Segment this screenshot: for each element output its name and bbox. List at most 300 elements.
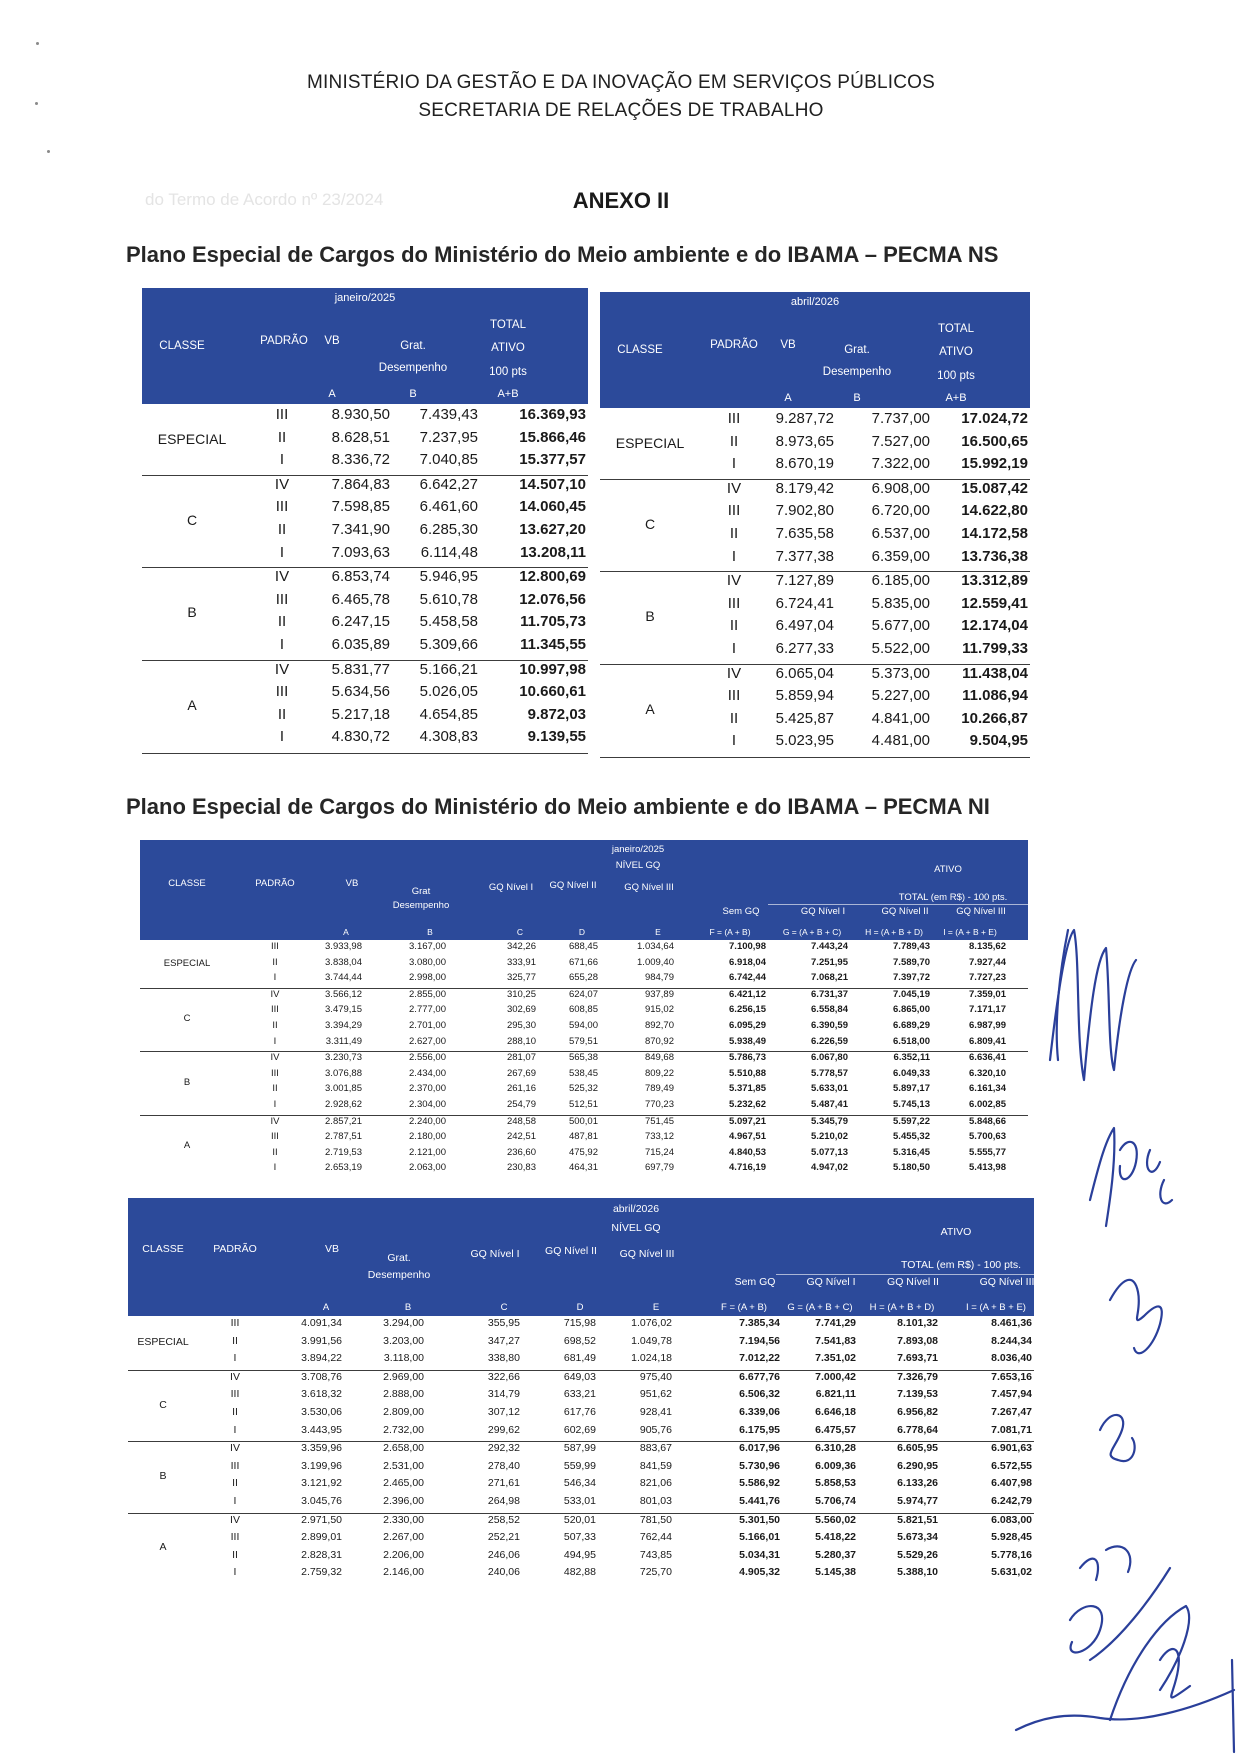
table-row [128, 1566, 1034, 1584]
grat-cell: 7.237,95 [419, 428, 478, 446]
total-gq-nivel-2-cell: 7.045,19 [893, 988, 930, 1000]
header-vb: VB [324, 1242, 339, 1255]
vb-cell: 8.336,72 [331, 451, 390, 469]
grat-cell: 2.206,00 [383, 1548, 424, 1561]
gq-nivel-2-cell: 520,01 [563, 1513, 596, 1526]
gq-nivel-2-cell: 633,21 [563, 1388, 596, 1401]
total-gq-nivel-1-cell: 6.067,80 [811, 1052, 848, 1064]
total-gq-nivel-3-cell: 5.555,77 [969, 1146, 1006, 1158]
total-cell: 12.559,41 [961, 594, 1028, 612]
total-gq-nivel-1-cell: 6.009,36 [815, 1459, 856, 1472]
vb-cell: 9.287,72 [775, 410, 834, 427]
total-cell: 14.622,80 [961, 502, 1028, 520]
total-gq-nivel-3-cell: 6.002,85 [969, 1099, 1006, 1110]
classe-label: B [159, 1470, 167, 1483]
padrao-cell: I [279, 728, 285, 746]
total-gq-nivel-3-cell: 5.848,66 [969, 1115, 1006, 1127]
sem-gq-cell: 5.097,21 [729, 1115, 766, 1127]
sublabel-b: B [409, 388, 417, 400]
gq-nivel-3-cell: 781,50 [639, 1513, 672, 1526]
gq-nivel-2-cell: 507,33 [563, 1531, 596, 1544]
vb-cell: 2.899,01 [301, 1531, 342, 1544]
gq-nivel-3-cell: 870,92 [644, 1035, 674, 1047]
padrao-cell: III [271, 1004, 279, 1016]
sem-gq-cell: 6.677,76 [739, 1370, 780, 1383]
section-title-pecma-ni: Plano Especial de Cargos do Ministério do Meio ambiente e do IBAMA – PECMA NI [126, 794, 990, 819]
table-row [142, 568, 588, 591]
total-gq-nivel-2-cell: 6.049,33 [893, 1067, 930, 1079]
total-gq-nivel-3-cell: 6.242,79 [991, 1495, 1032, 1507]
grat-cell: 2.658,00 [383, 1442, 424, 1455]
header-grat: Grat [411, 886, 431, 897]
total-cell: 11.086,94 [962, 687, 1028, 705]
total-gq-nivel-2-cell: 6.133,26 [897, 1477, 938, 1490]
total-gq-nivel-1-cell: 5.345,79 [811, 1115, 848, 1127]
grat-cell: 3.203,00 [383, 1334, 424, 1347]
table-row [600, 410, 1030, 433]
gq-nivel-3-cell: 937,89 [644, 988, 674, 1000]
sublabel-col-7: H = (A + B + D) [865, 926, 923, 937]
grat-cell: 3.118,00 [383, 1352, 424, 1365]
grat-cell: 7.322,00 [871, 455, 930, 473]
total-gq-nivel-3-cell: 6.572,55 [991, 1459, 1032, 1472]
total-cell: 13.627,20 [519, 521, 586, 538]
total-gq-nivel-1-cell: 6.226,59 [811, 1035, 848, 1047]
table-header [140, 840, 1028, 940]
total-cell: 16.369,93 [519, 406, 586, 423]
table-row [142, 728, 588, 751]
grat-cell: 2.396,00 [383, 1495, 424, 1507]
vb-cell: 3.001,85 [325, 1083, 362, 1095]
total-gq-nivel-3-cell: 6.636,41 [969, 1052, 1006, 1064]
gq-nivel-1-cell: 271,61 [487, 1477, 520, 1490]
padrao-cell: II [277, 705, 287, 723]
header-divider [768, 904, 1028, 905]
padrao-cell: I [279, 543, 285, 561]
sem-gq-cell: 5.938,49 [729, 1035, 766, 1047]
classe-label: B [645, 608, 655, 625]
vb-cell: 5.425,87 [775, 709, 834, 727]
gq-nivel-1-cell: 246,06 [487, 1548, 520, 1561]
sem-gq-cell: 7.385,34 [739, 1317, 780, 1329]
total-gq-nivel-3-cell: 8.461,36 [991, 1317, 1032, 1329]
total-gq-nivel-1-cell: 7.741,29 [815, 1317, 856, 1329]
sem-gq-cell: 6.742,44 [729, 972, 766, 984]
gq-nivel-2-cell: 594,00 [568, 1020, 598, 1031]
classe-label: A [159, 1541, 167, 1554]
total-gq-nivel-2-cell: 5.974,77 [897, 1495, 938, 1507]
gq-nivel-2-cell: 688,45 [568, 941, 598, 952]
vb-cell: 3.933,98 [325, 941, 362, 952]
padrao-cell: II [729, 525, 739, 542]
total-gq-nivel-3-cell: 8.244,34 [991, 1334, 1032, 1347]
total-gq-nivel-1-cell: 5.145,38 [815, 1566, 856, 1579]
sem-gq-cell: 4.967,51 [729, 1131, 766, 1143]
grat-cell: 5.166,21 [419, 660, 478, 678]
scan-speck [47, 150, 50, 153]
table-row [140, 1131, 1028, 1147]
padrao-cell: III [727, 410, 741, 427]
total-gq-nivel-1-cell: 5.210,02 [811, 1131, 848, 1143]
header-sem-gq: Sem GQ [722, 906, 760, 917]
vb-cell: 3.708,76 [301, 1370, 342, 1383]
table-row [142, 544, 588, 567]
sem-gq-cell: 4.840,53 [729, 1146, 766, 1158]
sublabel-col-6: G = (A + B + C) [782, 926, 842, 937]
gq-nivel-3-cell: 841,59 [639, 1459, 672, 1472]
table-row [140, 1036, 1028, 1052]
gq-nivel-1-cell: 299,62 [487, 1423, 520, 1436]
gq-nivel-3-cell: 975,40 [639, 1370, 672, 1383]
table-row [128, 1514, 1034, 1532]
header-gq-nivel-2: GQ Nível II [549, 880, 597, 891]
grat-cell: 6.537,00 [871, 525, 930, 542]
vb-cell: 2.787,51 [325, 1131, 362, 1143]
sublabel-col-1: B [404, 1301, 412, 1313]
total-gq-nivel-2-cell: 7.893,08 [897, 1334, 938, 1347]
sem-gq-cell: 5.786,73 [729, 1052, 766, 1064]
gq-nivel-2-cell: 475,92 [568, 1146, 598, 1158]
grat-cell: 3.080,00 [409, 956, 446, 968]
gq-nivel-3-cell: 951,62 [639, 1388, 672, 1401]
total-gq-nivel-1-cell: 6.558,84 [811, 1004, 848, 1016]
vb-cell: 7.093,63 [331, 543, 390, 561]
total-gq-nivel-2-cell: 5.597,22 [893, 1115, 930, 1127]
grat-cell: 2.627,00 [409, 1035, 446, 1047]
vb-cell: 3.311,49 [325, 1035, 362, 1047]
gq-nivel-1-cell: 342,26 [506, 941, 536, 952]
grat-cell: 2.732,00 [383, 1423, 424, 1436]
total-gq-nivel-1-cell: 7.251,95 [811, 956, 848, 968]
sublabel-col-6: G = (A + B + C) [787, 1301, 853, 1313]
total-gq-nivel-3-cell: 7.927,44 [969, 956, 1006, 968]
table-pecma-ns-2025 [142, 288, 588, 764]
total-gq-nivel-3-cell: 7.727,23 [969, 972, 1006, 984]
vb-cell: 7.864,83 [331, 475, 390, 493]
table-pecma-ns-2026 [600, 292, 1030, 768]
total-gq-nivel-2-cell: 5.388,10 [897, 1566, 938, 1579]
table-row [128, 1549, 1034, 1567]
vb-cell: 3.530,06 [301, 1406, 342, 1418]
header-padrao: PADRÃO [213, 1242, 257, 1255]
total-cell: 10.997,98 [519, 660, 586, 678]
gq-nivel-3-cell: 984,79 [644, 972, 674, 984]
vb-cell: 6.247,15 [331, 613, 390, 631]
gq-nivel-3-cell: 789,49 [644, 1083, 674, 1095]
grat-cell: 7.040,85 [419, 451, 478, 469]
total-cell: 13.208,11 [520, 543, 586, 561]
gq-nivel-3-cell: 915,02 [644, 1004, 674, 1016]
grat-cell: 4.654,85 [419, 705, 478, 723]
gq-nivel-1-cell: 240,06 [487, 1566, 520, 1579]
grat-cell: 6.285,30 [419, 521, 478, 538]
total-gq-nivel-1-cell: 6.731,37 [811, 988, 848, 1000]
gq-nivel-1-cell: 236,60 [506, 1146, 536, 1158]
table-pecma-ni-2026 [128, 1198, 1034, 1602]
vb-cell: 7.598,85 [331, 498, 390, 516]
vb-cell: 2.828,31 [301, 1548, 342, 1561]
padrao-cell: II [232, 1406, 238, 1418]
total-gq-nivel-3-cell: 5.631,02 [991, 1566, 1032, 1579]
padrao-cell: II [729, 432, 739, 450]
vb-cell: 3.566,12 [325, 988, 362, 1000]
total-gq-nivel-1-cell: 4.947,02 [811, 1162, 848, 1174]
total-gq-nivel-3-cell: 7.359,01 [969, 988, 1006, 1000]
total-gq-nivel-2-cell: 7.693,71 [897, 1352, 938, 1365]
padrao-cell: IV [726, 664, 742, 682]
table-row [142, 661, 588, 684]
padrao-cell: IV [230, 1370, 240, 1383]
padrao-cell: IV [230, 1513, 240, 1526]
total-gq-nivel-2-cell: 6.956,82 [897, 1406, 938, 1418]
total-cell: 9.504,95 [969, 732, 1028, 750]
total-gq-nivel-1-cell: 7.541,83 [815, 1334, 856, 1347]
vb-cell: 3.991,56 [301, 1334, 342, 1347]
total-cell: 11.705,73 [520, 613, 586, 631]
grat-cell: 6.114,48 [420, 543, 478, 561]
total-cell: 13.736,38 [961, 547, 1028, 565]
total-gq-nivel-1-cell: 5.633,01 [811, 1083, 848, 1095]
gq-nivel-1-cell: 338,80 [487, 1352, 520, 1365]
section-title-pecma-ns: Plano Especial de Cargos do Ministério do Meio ambiente e do IBAMA – PECMA NS [126, 242, 999, 267]
table-row [128, 1388, 1034, 1406]
table-row [600, 640, 1030, 663]
sem-gq-cell: 7.012,22 [739, 1352, 780, 1365]
grat-cell: 6.720,00 [871, 502, 930, 520]
vb-cell: 6.277,33 [775, 640, 834, 657]
total-cell: 11.799,33 [962, 640, 1028, 657]
padrao-cell: I [731, 640, 737, 657]
padrao-cell: III [230, 1531, 240, 1544]
period-label: abril/2026 [790, 296, 840, 308]
padrao-cell: IV [274, 660, 290, 678]
table-row [600, 455, 1030, 478]
vb-cell: 3.359,96 [301, 1442, 342, 1455]
gq-nivel-3-cell: 725,70 [639, 1566, 672, 1579]
header-padrao: PADRÃO [710, 339, 758, 352]
total-gq-nivel-3-cell: 5.413,98 [969, 1162, 1006, 1174]
gq-nivel-3-cell: 1.034,64 [637, 941, 674, 952]
gq-nivel-2-cell: 681,49 [563, 1352, 596, 1365]
period-label: janeiro/2025 [611, 844, 665, 855]
ministry-name: MINISTÉRIO DA GESTÃO E DA INOVAÇÃO EM SERVIÇOS PÚBLICOS [307, 72, 935, 93]
total-gq-nivel-1-cell: 7.068,21 [811, 972, 848, 984]
vb-cell: 5.217,18 [331, 705, 390, 723]
period-label: abril/2026 [612, 1202, 660, 1215]
total-gq-nivel-1-cell: 5.280,37 [815, 1548, 856, 1561]
table-row [140, 972, 1028, 988]
gq-nivel-1-cell: 288,10 [506, 1035, 536, 1047]
annex-title: ANEXO II [572, 188, 670, 213]
table-row [600, 572, 1030, 595]
total-gq-nivel-2-cell: 5.316,45 [893, 1146, 930, 1158]
gq-nivel-2-cell: 533,01 [563, 1495, 596, 1507]
total-gq-nivel-3-cell: 7.081,71 [991, 1423, 1032, 1436]
table-row [140, 989, 1028, 1005]
nivel-gq-label: NÍVEL GQ [615, 860, 661, 871]
total-gq-nivel-2-cell: 5.821,51 [897, 1513, 938, 1526]
grat-cell: 2.267,00 [383, 1531, 424, 1544]
vb-cell: 2.653,19 [325, 1162, 362, 1174]
header-total-gq-nivel-1: GQ Nível I [800, 906, 846, 917]
total-gq-nivel-3-cell: 5.778,16 [991, 1548, 1032, 1561]
gq-nivel-2-cell: 487,81 [568, 1131, 598, 1143]
sublabel-col-2: C [516, 926, 524, 937]
sublabel-col-5: F = (A + B) [721, 1301, 767, 1313]
padrao-cell: I [233, 1423, 237, 1436]
gq-nivel-3-cell: 1.024,18 [631, 1352, 672, 1365]
table-row [128, 1495, 1034, 1513]
gq-nivel-2-cell: 715,98 [563, 1317, 596, 1329]
gq-nivel-1-cell: 322,66 [487, 1370, 520, 1383]
vb-cell: 3.618,32 [301, 1388, 342, 1401]
total-gq-nivel-2-cell: 7.397,72 [893, 972, 930, 984]
padrao-cell: I [233, 1495, 237, 1507]
grat-cell: 2.855,00 [409, 988, 446, 1000]
total-cell: 13.312,89 [961, 572, 1028, 590]
table-row [140, 1083, 1028, 1099]
gq-nivel-2-cell: 494,95 [563, 1548, 596, 1561]
total-gq-nivel-1-cell: 5.487,41 [811, 1099, 848, 1110]
grat-cell: 5.835,00 [871, 594, 930, 612]
gq-nivel-2-cell: 617,76 [563, 1406, 596, 1418]
gq-nivel-3-cell: 1.049,78 [631, 1334, 672, 1347]
table-bottom-rule [142, 753, 588, 754]
grat-cell: 5.522,00 [871, 640, 930, 657]
sem-gq-cell: 5.586,92 [739, 1477, 780, 1490]
table-row [600, 480, 1030, 503]
header-ativo: ATIVO [491, 342, 525, 355]
total-gq-nivel-3-cell: 5.700,63 [969, 1131, 1006, 1143]
total-gq-nivel-1-cell: 5.706,74 [815, 1495, 856, 1507]
vb-cell: 3.744,44 [325, 972, 362, 984]
total-cell: 17.024,72 [961, 410, 1028, 427]
gq-nivel-3-cell: 1.076,02 [631, 1317, 672, 1329]
gq-nivel-2-cell: 649,03 [563, 1370, 596, 1383]
total-gq-nivel-2-cell: 6.605,95 [897, 1442, 938, 1455]
classe-label: C [183, 1013, 191, 1025]
header-classe: CLASSE [168, 878, 206, 889]
total-gq-nivel-2-cell: 5.897,17 [893, 1083, 930, 1095]
total-gq-nivel-3-cell: 6.407,98 [991, 1477, 1032, 1490]
sublabel-col-4: E [655, 926, 661, 937]
grat-cell: 2.701,00 [409, 1020, 446, 1031]
padrao-cell: II [232, 1334, 238, 1347]
total-gq-nivel-1-cell: 5.077,13 [811, 1146, 848, 1158]
padrao-cell: II [232, 1548, 238, 1561]
gq-nivel-3-cell: 1.009,40 [637, 956, 674, 968]
vb-cell: 3.076,88 [325, 1067, 362, 1079]
grat-cell: 2.556,00 [409, 1052, 446, 1064]
grat-cell: 5.677,00 [871, 617, 930, 635]
vb-cell: 5.023,95 [775, 732, 834, 750]
padrao-cell: IV [274, 568, 290, 586]
padrao-cell: II [272, 956, 278, 968]
table-row [140, 1147, 1028, 1163]
sublabel-col-3: D [576, 1301, 584, 1313]
gq-nivel-2-cell: 671,66 [568, 956, 598, 968]
gq-nivel-1-cell: 252,21 [487, 1531, 520, 1544]
gq-nivel-3-cell: 770,23 [644, 1099, 674, 1110]
gq-nivel-2-cell: 698,52 [563, 1334, 596, 1347]
total-cell: 12.174,04 [961, 617, 1028, 635]
table-row [600, 548, 1030, 571]
total-gq-nivel-1-cell: 7.000,42 [815, 1370, 856, 1383]
gq-nivel-1-cell: 347,27 [487, 1334, 520, 1347]
grat-cell: 4.308,83 [419, 728, 478, 746]
gq-nivel-3-cell: 801,03 [639, 1495, 672, 1507]
vb-cell: 6.065,04 [775, 664, 834, 682]
padrao-cell: II [729, 617, 739, 635]
classe-label: A [645, 700, 655, 717]
grat-cell: 6.461,60 [419, 498, 478, 516]
gq-nivel-3-cell: 849,68 [644, 1052, 674, 1064]
gq-nivel-3-cell: 697,79 [644, 1162, 674, 1174]
total-gq-nivel-2-cell: 7.589,70 [893, 956, 930, 968]
gq-nivel-1-cell: 248,58 [506, 1115, 536, 1127]
vb-cell: 3.045,76 [301, 1495, 342, 1507]
gq-nivel-3-cell: 809,22 [644, 1067, 674, 1079]
sem-gq-cell: 6.421,12 [729, 988, 766, 1000]
padrao-cell: IV [270, 988, 280, 1000]
sem-gq-cell: 5.166,01 [739, 1531, 780, 1544]
gq-nivel-2-cell: 538,45 [568, 1067, 598, 1079]
sublabel-a: A [784, 392, 792, 404]
padrao-cell: I [279, 451, 285, 469]
gq-nivel-1-cell: 258,52 [487, 1513, 520, 1526]
total-gq-nivel-2-cell: 6.865,00 [893, 1004, 930, 1016]
sublabel-col-5: F = (A + B) [709, 926, 751, 937]
scan-speck [36, 42, 39, 45]
table-header [600, 292, 1030, 408]
padrao-cell: II [277, 521, 287, 538]
header-vb: VB [345, 878, 359, 889]
table-header [128, 1198, 1034, 1316]
gq-nivel-2-cell: 587,99 [563, 1442, 596, 1455]
gq-nivel-1-cell: 310,25 [506, 988, 536, 1000]
padrao-cell: II [729, 709, 739, 727]
table-row [142, 476, 588, 499]
gq-nivel-2-cell: 512,51 [568, 1099, 598, 1110]
grat-cell: 2.888,00 [383, 1388, 424, 1401]
handwritten-signatures [1010, 900, 1242, 1755]
gq-nivel-1-cell: 292,32 [487, 1442, 520, 1455]
grat-cell: 2.434,00 [409, 1067, 446, 1079]
total-gq-nivel-1-cell: 7.351,02 [815, 1352, 856, 1365]
sem-gq-cell: 4.716,19 [729, 1162, 766, 1174]
total-gq-nivel-3-cell: 8.135,62 [969, 941, 1006, 952]
total-cell: 9.139,55 [527, 728, 586, 746]
vb-cell: 6.724,41 [775, 594, 834, 612]
vb-cell: 4.830,72 [331, 728, 390, 746]
padrao-cell: I [279, 636, 285, 653]
gq-nivel-2-cell: 546,34 [563, 1477, 596, 1490]
header-padrao: PADRÃO [260, 335, 308, 348]
padrao-cell: I [273, 1035, 277, 1047]
total-gq-nivel-1-cell: 6.475,57 [815, 1423, 856, 1436]
header-divider [776, 1274, 1034, 1275]
grat-cell: 5.227,00 [871, 687, 930, 705]
gq-nivel-2-cell: 559,99 [563, 1459, 596, 1472]
gq-nivel-3-cell: 762,44 [639, 1531, 672, 1544]
total-gq-nivel-3-cell: 8.036,40 [991, 1352, 1032, 1365]
grat-cell: 2.304,00 [409, 1099, 446, 1110]
header-desempenho: Desempenho [367, 1268, 431, 1281]
vb-cell: 8.930,50 [331, 406, 390, 423]
total-gq-nivel-2-cell: 7.326,79 [897, 1370, 938, 1383]
total-gq-nivel-3-cell: 6.320,10 [969, 1067, 1006, 1079]
grat-cell: 7.527,00 [871, 432, 930, 450]
